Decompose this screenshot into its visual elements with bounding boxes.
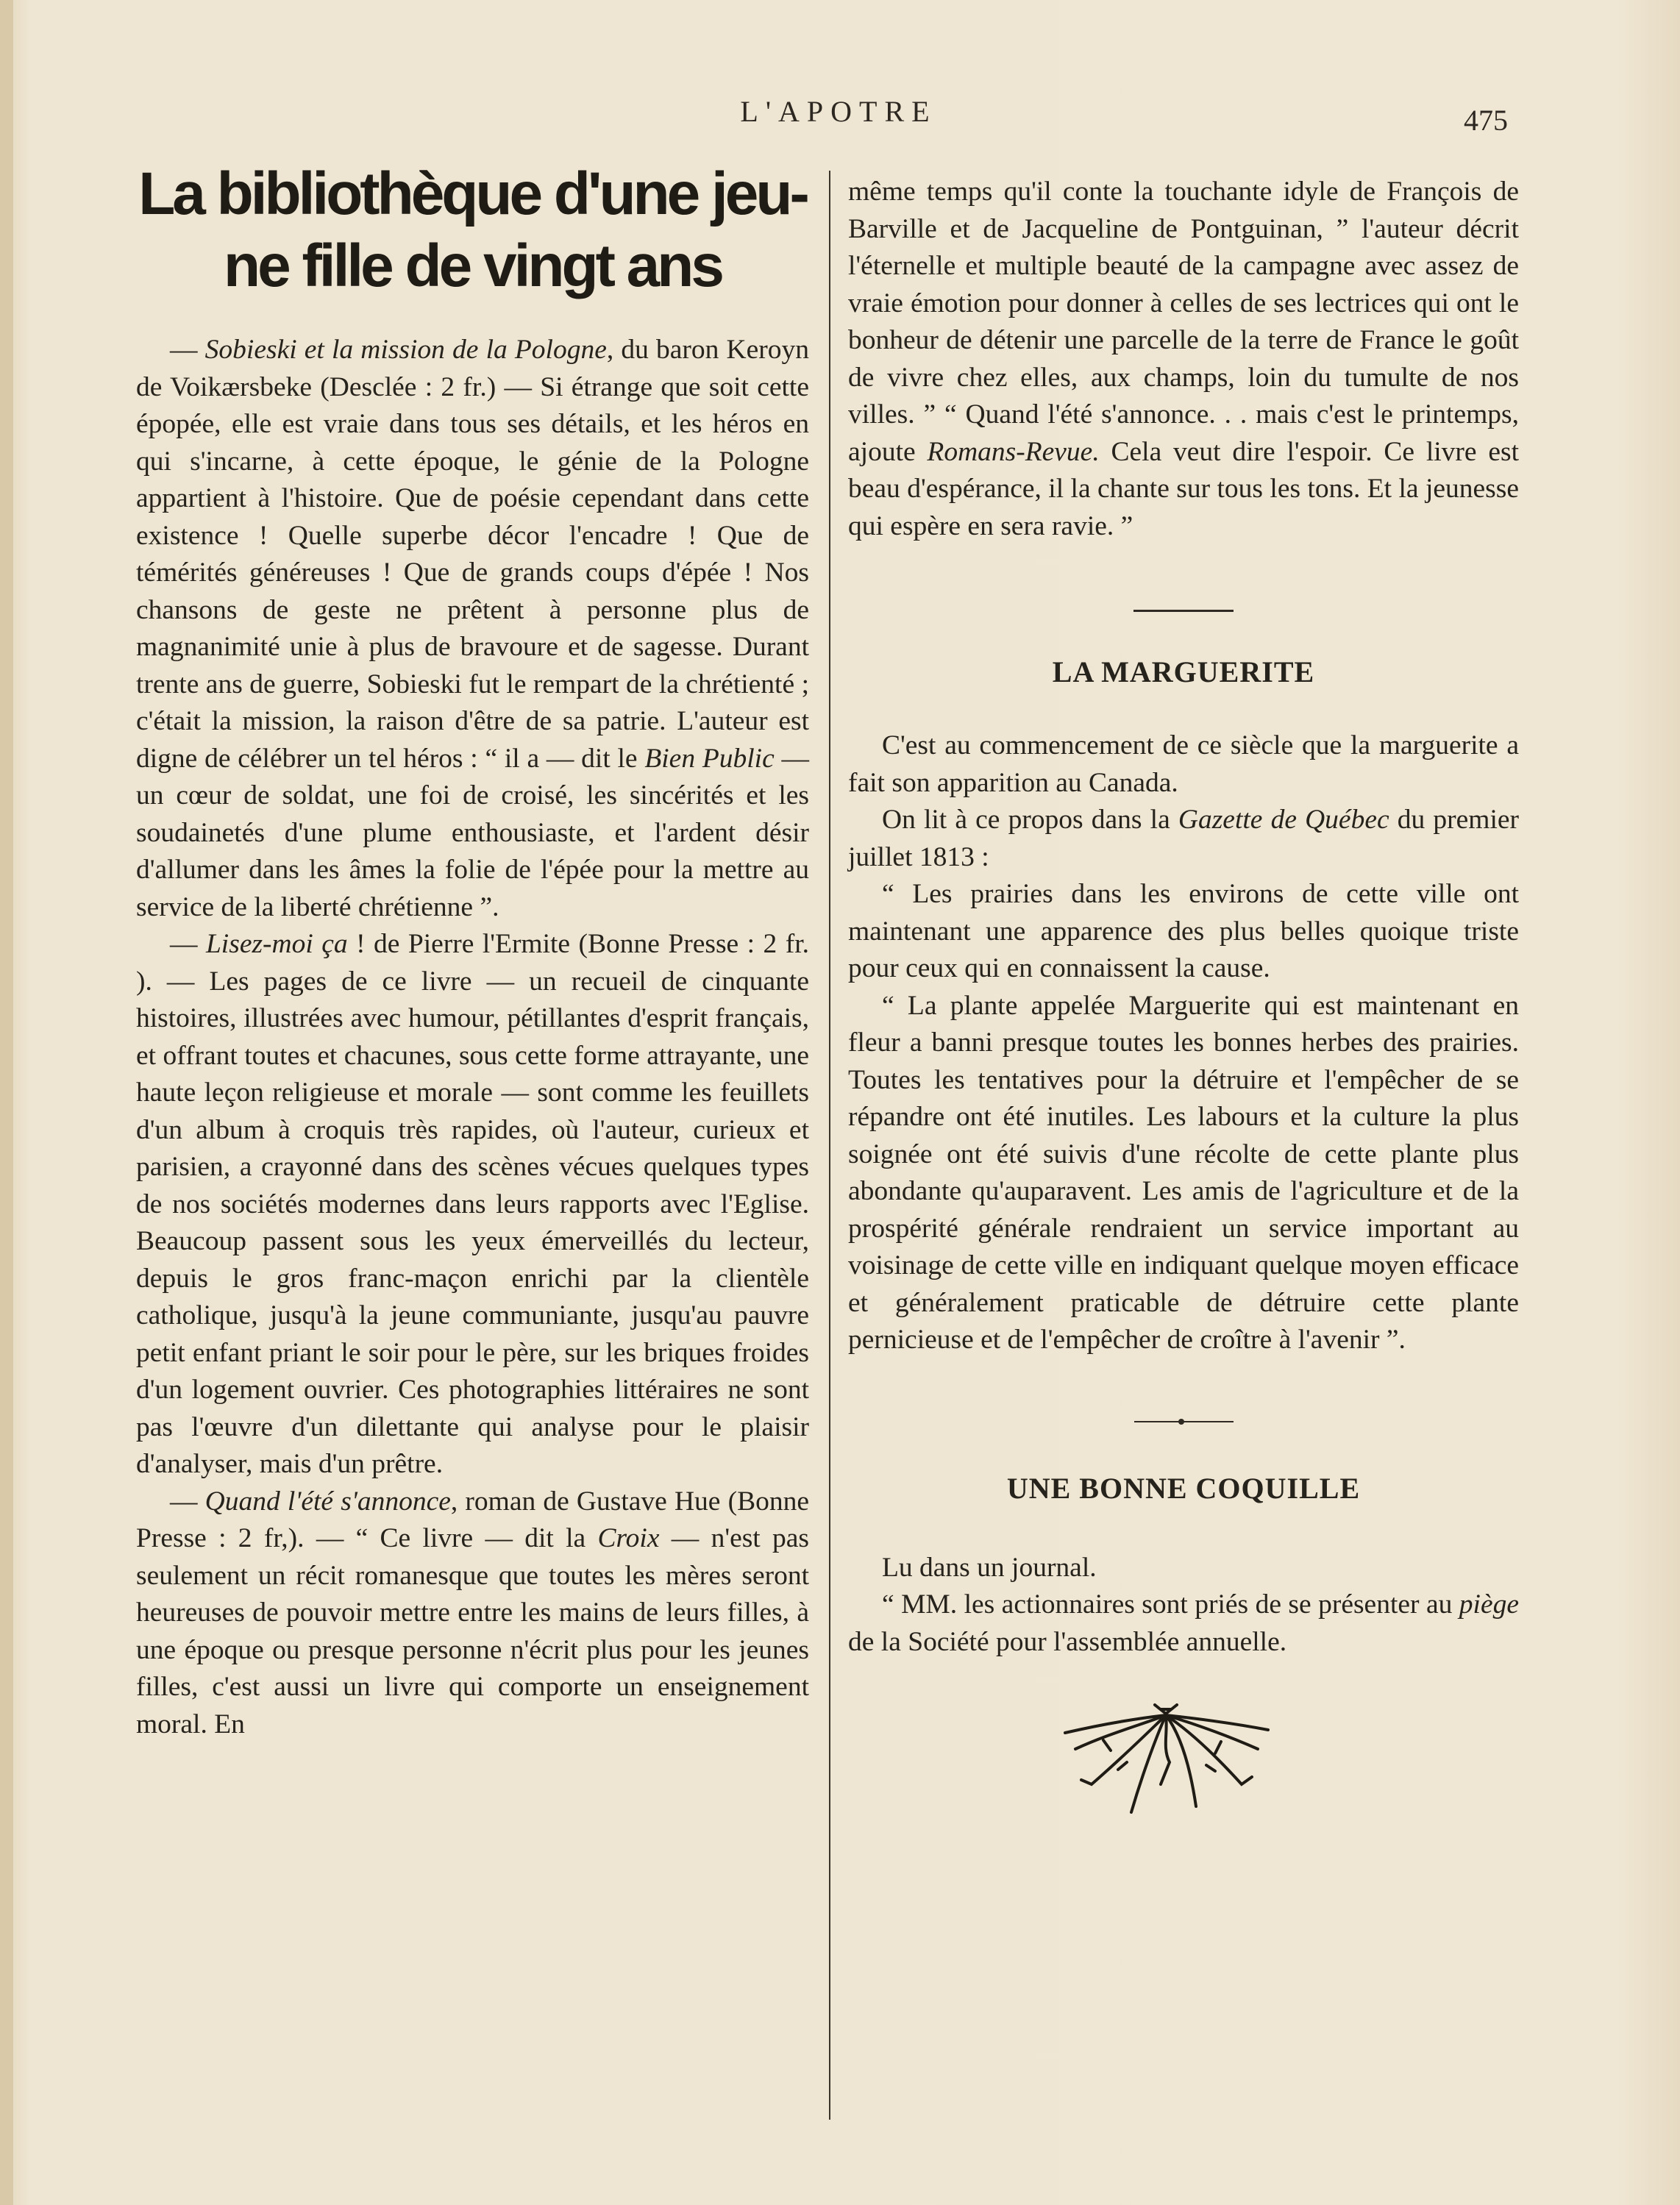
article-title: La bibliothèque d'une jeu-ne fille de vingt ans: [138, 160, 807, 299]
coquille-paragraph-2: [848, 1586, 1519, 1661]
page-edge: [0, 0, 13, 2205]
review-text-continued: — un cœur de soldat, une foi de croisé, les sincérités et les soudainetés d'une plume enthousiaste, et l'ardent désir d'allumer dans les âmes la folie de l'épée pour la mettre au service de la liberté chrétienne ”.: [136, 743, 810, 922]
review-sobieski: [136, 332, 809, 926]
marguerite-paragraph-1: C'est au commencement de ce siècle que la marguerite a fait son apparition au Canada.: [848, 730, 1519, 798]
coquille-paragraph-1: Lu dans un journal.: [882, 1552, 1097, 1583]
marguerite-paragraph-4: “ La plante appelée Marguerite qui est maintenant en fleur a banni presque toutes les bonnes herbes des prairies. Toutes les tentatives pour la détruire et l'empêcher de se répandre ont été inutiles. Les labours et la culture la plus soignée ont été suivis d'une récolte de cette plante plus abondante qu'auparavent. Les amis de l'agriculture et de la prospérité générale rendraient un service important au voisinage de cette ville en indiquant quelque moyen efficace et généralement praticable de détruire cette plante pernicieuse et de l'empêcher de croître à l'avenir ”.: [848, 990, 1519, 1355]
book-title: Sobieski et la mission de la Pologne: [204, 335, 607, 365]
left-column: [136, 158, 809, 1743]
quoted-source: Gazette de Québec: [1178, 805, 1389, 835]
radiating-sun-ornament-icon: [1059, 1703, 1273, 1814]
review-continuation: [848, 174, 1519, 545]
paragraph-text: On lit à ce propos dans la: [882, 805, 1178, 835]
continuation-text-end: Cela veut dire l'espoir. Ce livre est beau d'espérance, il la chante sur tous les tons. Et la jeunesse qui espère en sera ravie. ”: [848, 436, 1519, 541]
review-text-continued: — n'est pas seulement un récit romanesque que toutes les mères seront heureuses de pouvoir mettre entre les mains de leurs filles, à une époque ou presque personne n'écrit plus pour les jeunes filles, c'est aussi un livre qui comporte un enseignement moral. En: [136, 1523, 809, 1739]
page-number: 475: [1464, 104, 1508, 137]
review-lisez-moi: [136, 926, 809, 1483]
section-heading-coquille: UNE BONNE COQUILLE: [1006, 1471, 1361, 1505]
section-separator-dotted: [1134, 1421, 1234, 1422]
running-title: L'APOTRE: [740, 95, 937, 128]
review-text: , du baron Keroyn de Voikærsbeke (Desclée : 2 fr.) — Si étrange que soit cette épopée, elle est vraie dans tous ses détails, et les héros en qui s'incarne, à cette époque, le génie de la Pologne appartient à l'histoire. Que de poésie cependant dans cette existence ! Quelle superbe décor l'encadre ! Que de témérités généreuses ! Que de grands coups d'épée ! Nos chansons de geste ne prêtent à personne plus de magnanimité unie à plus de bravoure et de sagesse. Durant trente ans de guerre, Sobieski fut le rempart de la chrétienté ; c'était la mission, la raison d'être de sa patrie. L'auteur est digne de célébrer un tel héros : “ il a — dit le: [136, 335, 810, 774]
right-column: [848, 174, 1519, 1814]
paragraph-text: “ MM. les actionnaires sont priés de se présenter au: [882, 1589, 1459, 1620]
review-text: ! de Pierre l'Ermite (Bonne Presse : 2 fr. ). — Les pages de ce livre — un recueil de cinquante histoires, illustrées avec humour, pétillantes d'esprit français, et offrant toutes et chacunes, sous cette forme attrayante, une haute leçon religieuse et morale — sont comme les feuillets d'un album à croquis très rapides, où l'auteur, curieux et parisien, a crayonné dans des scènes vécues quelques types de nos sociétés modernes dans leurs rapports avec l'Eglise. Beaucoup passent sous les yeux émerveillés du lecteur, depuis le gros franc-maçon enrichi par la clientèle catholique, jusqu'à la jeune communiante, jusqu'au pauvre petit enfant priant le soir pour le père, sur les briques froides d'un logement ouvrier. Ces photographies littéraires ne sont pas l'œuvre d'un dilettante qui analyse pour le plaisir d'analyser, mais d'un prêtre.: [136, 929, 809, 1479]
marguerite-paragraph-3: “ Les prairies dans les environs de cette ville ont maintenant une apparence des plus belles quoique triste pour ceux qui en connaissent la cause.: [848, 879, 1519, 983]
review-text: , roman de Gustave Hue (Bonne Presse : 2 fr,). — “ Ce livre — dit la: [136, 1486, 809, 1553]
review-quand-l-ete: [136, 1483, 809, 1744]
column-divider: [829, 171, 830, 2120]
emphasized-word: piège: [1459, 1589, 1519, 1620]
review-lead: —: [170, 929, 206, 959]
quoted-source: Bien Public: [644, 743, 775, 774]
marguerite-paragraph-2: [848, 802, 1519, 876]
review-lead: —: [170, 1486, 205, 1517]
paragraph-text-end: de la Société pour l'assemblée annuelle.: [848, 1626, 1287, 1657]
book-title: Lisez-moi ça: [205, 929, 348, 959]
review-lead: —: [170, 335, 205, 365]
book-title: Quand l'été s'annonce: [204, 1486, 451, 1517]
quoted-source: Romans-Revue.: [927, 436, 1100, 467]
section-heading-marguerite: LA MARGUERITE: [1052, 655, 1315, 688]
continuation-text: même temps qu'il conte la touchante idyle de François de Barville et de Jacqueline de Pontguinan, ” l'auteur décrit l'éternelle et multiple beauté de la campagne avec assez de vraie émotion pour donner à celles de ses lectrices qui ont le bonheur de détenir une parcelle de la terre de France le goût de vivre chez elles, aux champs, loin du tumulte de nos villes. ” “ Quand l'été s'annonce. . . mais c'est le printemps, ajoute: [848, 177, 1519, 467]
quoted-source: Croix: [597, 1523, 660, 1553]
paragraph-text-end: du premier juillet 1813 :: [848, 805, 1520, 872]
section-separator: [1133, 610, 1234, 612]
